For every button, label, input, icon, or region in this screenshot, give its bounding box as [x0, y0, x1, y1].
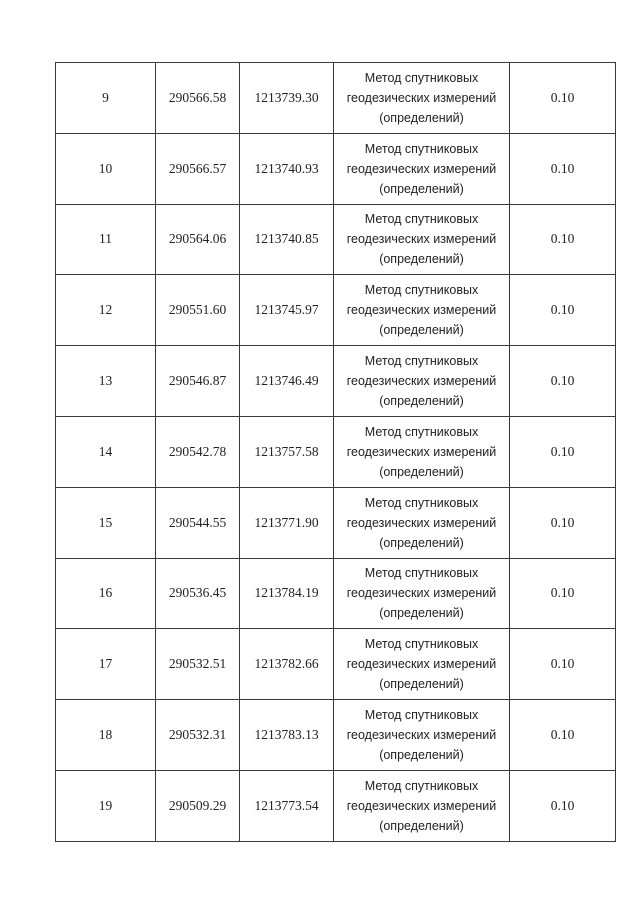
method-line: геодезических измерений — [346, 444, 497, 459]
table-row — [56, 487, 616, 558]
y-coordinate-cell: 1213773.54 — [240, 770, 334, 841]
y-coordinate-cell: 1213739.30 — [240, 63, 334, 134]
method-line: (определений) — [379, 606, 464, 621]
x-coordinate-cell: 290509.29 — [156, 770, 240, 841]
table-row — [56, 275, 616, 346]
method-line: Метод спутниковых — [364, 424, 479, 439]
table-row — [56, 133, 616, 204]
x-coordinate-cell: 290551.60 — [156, 275, 240, 346]
method-line: (определений) — [379, 464, 464, 479]
x-coordinate-cell: 290536.45 — [156, 558, 240, 629]
method-line: Метод спутниковых — [364, 778, 479, 793]
point-number-cell: 15 — [56, 487, 156, 558]
table-row — [56, 204, 616, 275]
method-line: геодезических измерений — [346, 515, 497, 530]
x-coordinate-cell: 290544.55 — [156, 487, 240, 558]
table-row — [56, 63, 616, 134]
x-coordinate-cell: 290542.78 — [156, 416, 240, 487]
point-number-cell: 10 — [56, 133, 156, 204]
point-number-cell: 14 — [56, 416, 156, 487]
method-line: Метод спутниковых — [364, 354, 479, 369]
method-cell — [334, 416, 510, 487]
accuracy-cell: 0.10 — [510, 204, 616, 275]
method-line: Метод спутниковых — [364, 283, 479, 298]
method-line: геодезических измерений — [346, 303, 497, 318]
method-cell — [334, 133, 510, 204]
table-row — [56, 346, 616, 417]
method-cell — [334, 629, 510, 700]
method-line: (определений) — [379, 181, 464, 196]
point-number-cell: 19 — [56, 770, 156, 841]
y-coordinate-cell: 1213784.19 — [240, 558, 334, 629]
coordinates-table — [55, 62, 616, 842]
accuracy-cell: 0.10 — [510, 275, 616, 346]
accuracy-cell: 0.10 — [510, 346, 616, 417]
method-line: геодезических измерений — [346, 798, 497, 813]
x-coordinate-cell: 290532.31 — [156, 700, 240, 771]
y-coordinate-cell: 1213771.90 — [240, 487, 334, 558]
accuracy-cell: 0.10 — [510, 63, 616, 134]
method-cell — [334, 558, 510, 629]
point-number-cell: 17 — [56, 629, 156, 700]
y-coordinate-cell: 1213783.13 — [240, 700, 334, 771]
point-number-cell: 12 — [56, 275, 156, 346]
method-line: (определений) — [379, 110, 464, 125]
point-number-cell: 13 — [56, 346, 156, 417]
point-number-cell: 18 — [56, 700, 156, 771]
x-coordinate-cell: 290566.57 — [156, 133, 240, 204]
accuracy-cell: 0.10 — [510, 629, 616, 700]
accuracy-cell: 0.10 — [510, 133, 616, 204]
method-cell — [334, 770, 510, 841]
accuracy-cell: 0.10 — [510, 770, 616, 841]
accuracy-cell: 0.10 — [510, 416, 616, 487]
method-cell — [334, 700, 510, 771]
method-line: Метод спутниковых — [364, 141, 479, 156]
table-row — [56, 558, 616, 629]
method-line: геодезических измерений — [346, 657, 497, 672]
method-line: геодезических измерений — [346, 232, 497, 247]
y-coordinate-cell: 1213757.58 — [240, 416, 334, 487]
method-line: геодезических измерений — [346, 161, 497, 176]
y-coordinate-cell: 1213782.66 — [240, 629, 334, 700]
method-line: Метод спутниковых — [364, 566, 479, 581]
method-line: геодезических измерений — [346, 728, 497, 743]
method-line: геодезических измерений — [346, 90, 497, 105]
method-line: (определений) — [379, 748, 464, 763]
method-line: (определений) — [379, 323, 464, 338]
method-line: геодезических измерений — [346, 374, 497, 389]
accuracy-cell: 0.10 — [510, 487, 616, 558]
method-line: (определений) — [379, 535, 464, 550]
point-number-cell: 16 — [56, 558, 156, 629]
y-coordinate-cell: 1213740.93 — [240, 133, 334, 204]
method-cell — [334, 275, 510, 346]
point-number-cell: 11 — [56, 204, 156, 275]
method-line: (определений) — [379, 677, 464, 692]
method-line: (определений) — [379, 818, 464, 833]
accuracy-cell: 0.10 — [510, 700, 616, 771]
x-coordinate-cell: 290564.06 — [156, 204, 240, 275]
method-line: Метод спутниковых — [364, 70, 479, 85]
method-line: Метод спутниковых — [364, 637, 479, 652]
x-coordinate-cell: 290566.58 — [156, 63, 240, 134]
method-cell — [334, 204, 510, 275]
method-line: (определений) — [379, 252, 464, 267]
accuracy-cell: 0.10 — [510, 558, 616, 629]
point-number-cell: 9 — [56, 63, 156, 134]
y-coordinate-cell: 1213746.49 — [240, 346, 334, 417]
x-coordinate-cell: 290546.87 — [156, 346, 240, 417]
y-coordinate-cell: 1213740.85 — [240, 204, 334, 275]
table-row — [56, 700, 616, 771]
coordinates-table-body — [56, 63, 616, 842]
method-line: Метод спутниковых — [364, 708, 479, 723]
method-cell — [334, 346, 510, 417]
method-line: геодезических измерений — [346, 586, 497, 601]
method-line: Метод спутниковых — [364, 495, 479, 510]
method-cell — [334, 487, 510, 558]
table-row — [56, 770, 616, 841]
x-coordinate-cell: 290532.51 — [156, 629, 240, 700]
method-cell — [334, 63, 510, 134]
table-row — [56, 629, 616, 700]
method-line: Метод спутниковых — [364, 212, 479, 227]
method-line: (определений) — [379, 394, 464, 409]
table-row — [56, 416, 616, 487]
y-coordinate-cell: 1213745.97 — [240, 275, 334, 346]
